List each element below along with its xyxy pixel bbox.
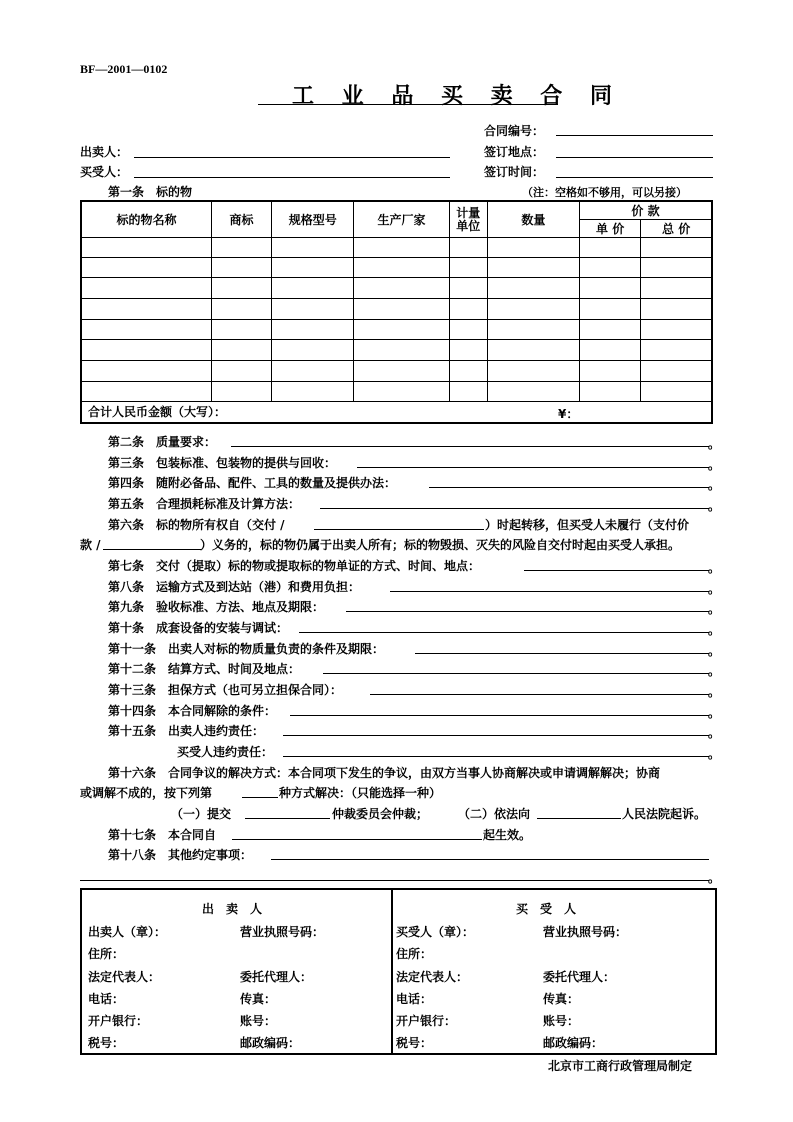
yen-label: ¥：: [558, 407, 579, 421]
article-7-end: 。: [708, 561, 721, 575]
article-14-field[interactable]: [290, 715, 709, 716]
contract-no-field[interactable]: [556, 135, 713, 136]
sign-place-label: 签订地点：: [484, 145, 545, 159]
article-16-option1a: （一）提交: [171, 807, 232, 821]
seller-tax-label[interactable]: 税号：: [88, 1036, 125, 1050]
seller-agent-label[interactable]: 委托代理人：: [240, 970, 313, 984]
buyer-phone-label[interactable]: 电话：: [396, 992, 433, 1006]
article-3-field[interactable]: [357, 467, 709, 468]
title-underline: [258, 104, 558, 105]
article-4: 第四条 随附必备品、配件、工具的数量及提供办法：: [108, 476, 397, 490]
seller-postcode-label[interactable]: 邮政编码：: [240, 1036, 301, 1050]
court-field[interactable]: [537, 818, 621, 819]
parties-box: [80, 888, 717, 1055]
article-15-seller-end: 。: [708, 726, 721, 740]
article-15-seller: 第十五条 出卖人违约责任：: [108, 724, 265, 738]
col-header-unit: 计量 单位: [449, 201, 487, 238]
seller-account-label[interactable]: 账号：: [240, 1014, 277, 1028]
article-5-field[interactable]: [320, 508, 709, 509]
buyer-address-label[interactable]: 住所：: [396, 947, 433, 961]
buyer-license-label[interactable]: 营业执照号码：: [543, 925, 628, 939]
article-15-buyer: 买受人违约责任：: [177, 745, 274, 759]
buyer-field[interactable]: [134, 177, 450, 178]
article-3: 第三条 包装标准、包装物的提供与回收：: [108, 456, 337, 470]
article-12-end: 。: [708, 664, 721, 678]
article-6-field2[interactable]: [103, 549, 201, 550]
article-9: 第九条 验收标准、方法、地点及期限：: [108, 600, 325, 614]
seller-address-label[interactable]: 住所：: [88, 947, 125, 961]
article-1-label: 第一条 标的物: [108, 185, 193, 199]
seller-phone-label[interactable]: 电话：: [88, 992, 125, 1006]
article-1-note: （注：空格如不够用，可以另接）: [522, 186, 687, 199]
seller-legal-rep-label[interactable]: 法定代表人：: [88, 970, 161, 984]
article-6-part1: 第六条 标的物所有权自（交付 /: [108, 518, 285, 532]
contract-no-label: 合同编号：: [484, 124, 545, 138]
article-18: 第十八条 其他约定事项：: [108, 848, 253, 862]
article-13: 第十三条 担保方式（也可另立担保合同）：: [108, 683, 343, 697]
article-18-field-2[interactable]: [80, 880, 709, 881]
col-header-maker: 生产厂家: [354, 201, 449, 238]
article-3-end: 。: [708, 458, 721, 472]
article-13-field[interactable]: [370, 694, 709, 695]
article-5: 第五条 合理损耗标准及计算方法：: [108, 497, 301, 511]
article-16-line1: 第十六条 合同争议的解决方式：本合同项下发生的争议，由双方当事人协商解决或申请调解解决；协商: [108, 766, 661, 780]
seller-seal-label[interactable]: 出卖人（章）：: [88, 925, 167, 939]
col-header-unit-price: 单 价: [580, 220, 641, 238]
table-row[interactable]: [81, 278, 712, 299]
buyer-seal-label[interactable]: 买受人（章）：: [396, 925, 475, 939]
table-row[interactable]: [81, 238, 712, 258]
article-14: 第十四条 本合同解除的条件：: [108, 704, 277, 718]
buyer-section: [393, 890, 715, 1053]
article-11-end: 。: [708, 644, 721, 658]
article-8-end: 。: [708, 582, 721, 596]
article-14-end: 。: [708, 706, 721, 720]
article-7-field[interactable]: [524, 570, 709, 571]
article-18-end: 。: [708, 871, 721, 885]
items-table: [80, 200, 713, 424]
sign-place-field[interactable]: [556, 157, 713, 158]
table-row[interactable]: [81, 258, 712, 278]
total-row[interactable]: [81, 402, 712, 423]
article-8-field[interactable]: [390, 591, 709, 592]
total-amount-label: 合计人民币金额（大写）：: [88, 405, 227, 420]
article-10-end: 。: [708, 623, 721, 637]
arbitration-field[interactable]: [245, 818, 330, 819]
article-6-part2: ）时起转移，但买受人未履行（支付价: [485, 518, 690, 532]
buyer-postcode-label[interactable]: 邮政编码：: [543, 1036, 604, 1050]
footer-issuer: 北京市工商行政管理局制定: [548, 1059, 693, 1073]
article-10-field[interactable]: [299, 632, 709, 633]
article-6-field1[interactable]: [314, 529, 484, 530]
article-17-field[interactable]: [232, 839, 482, 840]
article-2-end: 。: [708, 437, 721, 451]
col-header-brand: 商标: [211, 201, 271, 238]
seller-section-title: 出 卖 人: [202, 902, 263, 916]
col-header-total-price: 总 价: [641, 220, 712, 238]
article-7: 第七条 交付（提取）标的物或提取标的物单证的方式、时间、地点：: [108, 559, 481, 573]
article-12: 第十二条 结算方式、时间及地点：: [108, 662, 301, 676]
buyer-agent-label[interactable]: 委托代理人：: [543, 970, 616, 984]
article-9-field[interactable]: [346, 611, 709, 612]
col-header-spec: 规格型号: [272, 201, 354, 238]
article-6-part4: ）义务的，标的物仍属于出卖人所有；标的物毁损、灭失的风险自交付时起由买受人承担。: [200, 538, 681, 552]
seller-fax-label[interactable]: 传真：: [240, 992, 277, 1006]
article-16-option1b: 仲裁委员会仲裁；: [332, 807, 429, 821]
buyer-account-label[interactable]: 账号：: [543, 1014, 580, 1028]
buyer-section-title: 买 受 人: [516, 902, 577, 916]
article-16-choice-field[interactable]: [242, 797, 278, 798]
article-11-field[interactable]: [415, 653, 709, 654]
article-16-line2b: 种方式解决：（只能选择一种）: [279, 786, 442, 800]
article-13-end: 。: [708, 685, 721, 699]
sign-time-label: 签订时间：: [484, 165, 545, 179]
table-row[interactable]: [81, 361, 712, 382]
article-2-field[interactable]: [231, 446, 709, 447]
article-12-field[interactable]: [323, 673, 709, 674]
table-row[interactable]: [81, 382, 712, 402]
article-16-option2b: 人民法院起诉。: [622, 807, 707, 821]
article-9-end: 。: [708, 602, 721, 616]
table-row[interactable]: [81, 320, 712, 340]
article-4-field[interactable]: [429, 487, 709, 488]
buyer-fax-label[interactable]: 传真：: [543, 992, 580, 1006]
buyer-tax-label[interactable]: 税号：: [396, 1036, 433, 1050]
article-4-end: 。: [708, 478, 721, 492]
seller-bank-label[interactable]: 开户银行：: [88, 1014, 149, 1028]
col-header-qty: 数量: [487, 201, 579, 238]
article-10: 第十条 成套设备的安装与调试：: [108, 621, 289, 635]
seller-section: [82, 890, 391, 1053]
seller-label: 出卖人：: [80, 145, 129, 159]
doc-code: BF—2001—0102: [80, 62, 168, 76]
article-11: 第十一条 出卖人对标的物质量负责的条件及期限：: [108, 642, 385, 656]
seller-license-label[interactable]: 营业执照号码：: [240, 925, 325, 939]
article-15-seller-field[interactable]: [283, 735, 709, 736]
article-2: 第二条 质量要求：: [108, 435, 217, 449]
seller-field[interactable]: [134, 157, 450, 158]
article-8: 第八条 运输方式及到达站（港）和费用负担：: [108, 580, 361, 594]
article-16-option2a: （二）依法向: [458, 807, 531, 821]
buyer-legal-rep-label[interactable]: 法定代表人：: [396, 970, 469, 984]
article-5-end: 。: [708, 499, 721, 513]
table-row[interactable]: [81, 299, 712, 320]
article-17b: 起生效。: [483, 828, 532, 842]
article-6-part3: 款 /: [80, 538, 101, 552]
article-15-buyer-field[interactable]: [283, 756, 709, 757]
article-15-buyer-end: 。: [708, 747, 721, 761]
article-16-line2a: 或调解不成的，按下列第: [80, 786, 213, 800]
article-17a: 第十七条 本合同自: [108, 828, 217, 842]
table-row[interactable]: [81, 340, 712, 361]
buyer-label: 买受人：: [80, 165, 129, 179]
page-title: 工 业 品 买 卖 合 同: [292, 84, 622, 109]
sign-time-field[interactable]: [556, 177, 713, 178]
col-header-price: 价 款: [580, 201, 712, 220]
col-header-name: 标的物名称: [81, 201, 211, 238]
buyer-bank-label[interactable]: 开户银行：: [396, 1014, 457, 1028]
article-18-field[interactable]: [271, 859, 709, 860]
